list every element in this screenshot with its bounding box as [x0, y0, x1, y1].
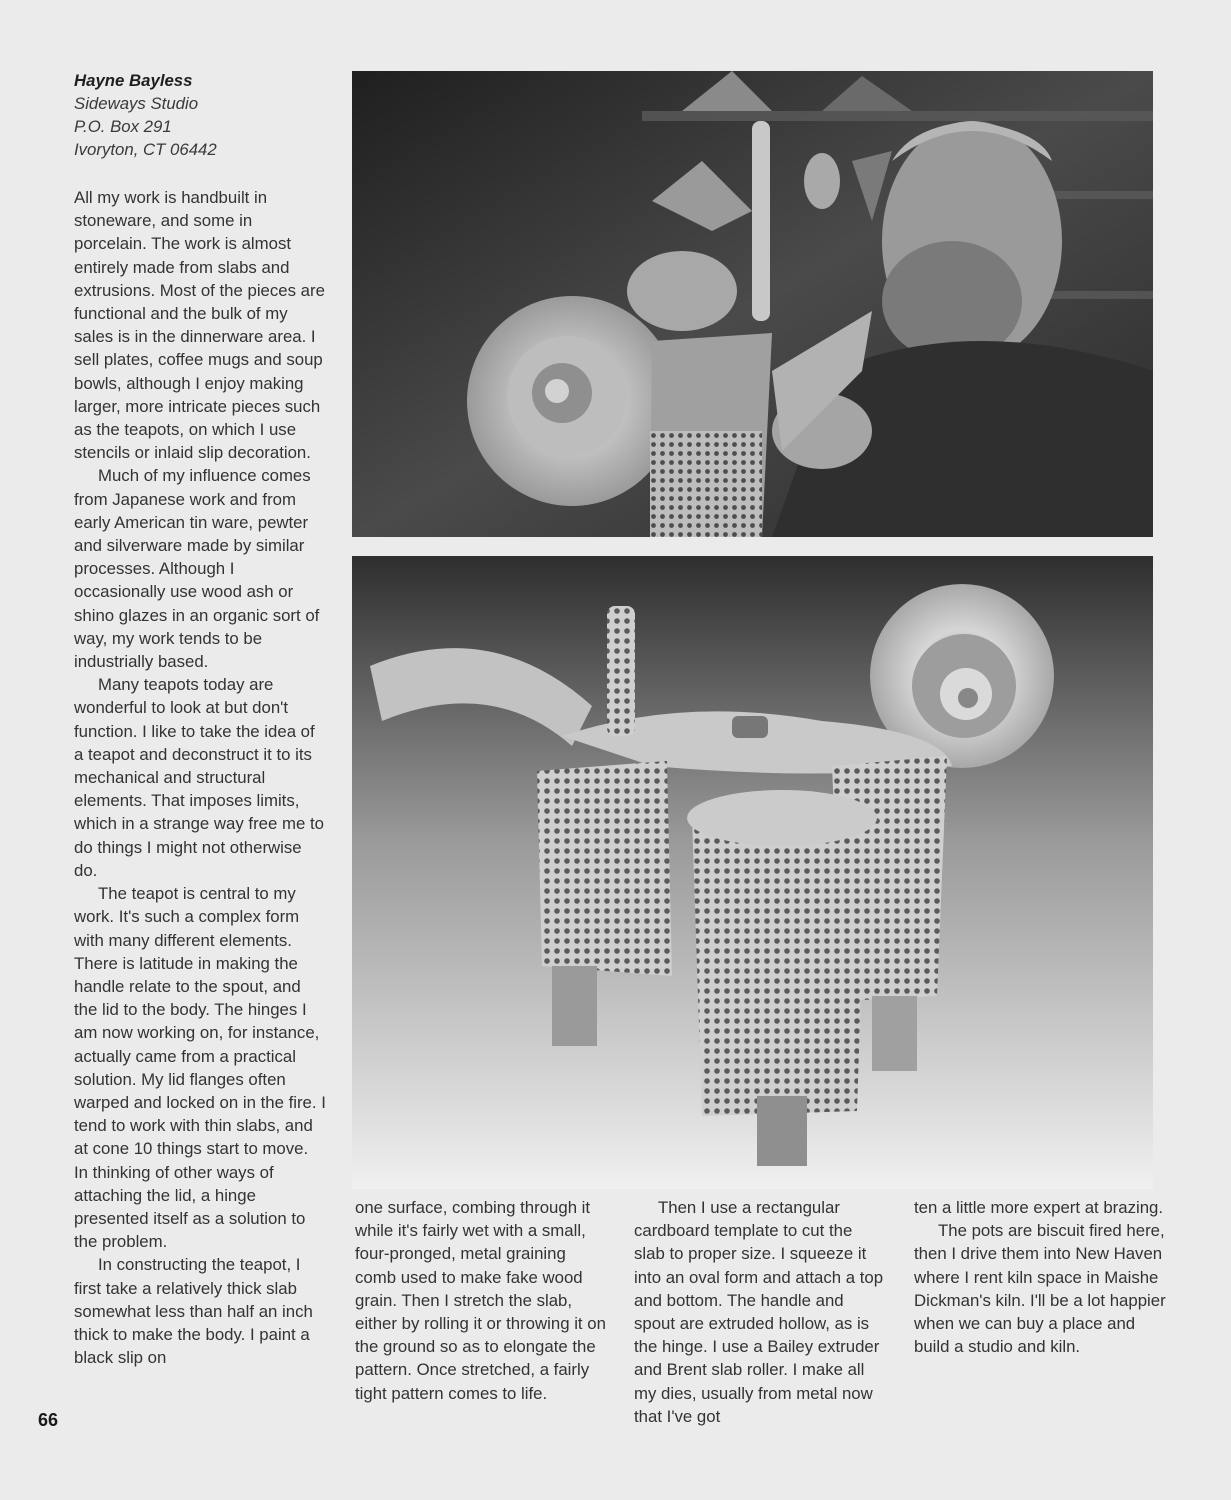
paragraph: Much of my influence comes from Japanese work and from early American tin ware, pewter and silverware made by similar processes. Although I occasionally use wood ash or shino glazes in an organic sort of way, my work tends to be industrially based. — [74, 466, 320, 672]
teapot-photo — [352, 556, 1153, 1189]
studio-name: Sideways Studio — [74, 94, 199, 113]
article-column-2 — [355, 1196, 607, 1405]
page-number: 66 — [38, 1410, 59, 1430]
paragraph: Many teapots today are wonderful to look at but don't function. I like to take the idea of a teapot and deconstruct it to its mechanical and structural elements. That imposes limits, which in a strange way free me to do things I might not otherwise do. — [74, 675, 324, 880]
paragraph: ten a little more expert at brazing. — [914, 1198, 1164, 1217]
paragraph: one surface, combing through it while it's fairly wet with a small, four-pronged, metal graining comb used to make fake wood grain. Then I stretch the slab, either by rolling it or throwing it on the ground so as to elongate the pattern. Once stretched, a fairly tight pattern comes to life. — [355, 1198, 606, 1403]
city-state-zip: Ivoryton, CT 06442 — [74, 140, 217, 159]
teapot-illustration — [352, 556, 1153, 1189]
artist-portrait-illustration — [352, 71, 1153, 537]
paragraph: The teapot is central to my work. It's such a complex form with many different elements. There is latitude in making the handle relate to the spout, and the lid to the body. The hinges I am now working on, for instance, actually came from a practical solution. My lid flanges often warped and locked on in the fire. I tend to work with thin slabs, and at cone 10 things start to move. In thinking of other ways of attaching the lid, a hinge presented itself as a solution to the problem. — [74, 884, 326, 1252]
paragraph: The pots are biscuit fired here, then I drive them into New Haven where I rent kiln space in Maishe Dickman's kiln. I'll be a lot happier when we can buy a place and build a studio and kiln. — [914, 1221, 1166, 1357]
article-column-1 — [74, 186, 326, 1369]
artist-name: Hayne Bayless — [74, 71, 193, 90]
po-box: P.O. Box 291 — [74, 117, 172, 136]
paragraph: In constructing the teapot, I first take a relatively thick slab somewhat less than half an inch thick to make the body. I paint a black slip on — [74, 1255, 313, 1368]
artist-portrait-photo — [352, 71, 1153, 537]
article-column-3 — [634, 1196, 886, 1428]
article-column-4 — [914, 1196, 1166, 1358]
artist-address — [74, 69, 334, 161]
paragraph: Then I use a rectangular cardboard template to cut the slab to proper size. I squeeze it into an oval form and attach a top and bottom. The handle and spout are extruded hollow, as is the hinge. I use a Bailey extruder and Brent slab roller. I make all my dies, usually from metal now that I've got — [634, 1198, 884, 1426]
paragraph: All my work is handbuilt in stoneware, and some in porcelain. The work is almost entirely made from slabs and extrusions. Most of the pieces are functional and the bulk of my sales is in the dinnerware area. I sell plates, coffee mugs and soup bowls, although I enjoy making larger, more intricate pieces such as the teapots, on which I use stencils or inlaid slip decoration. — [74, 188, 325, 463]
